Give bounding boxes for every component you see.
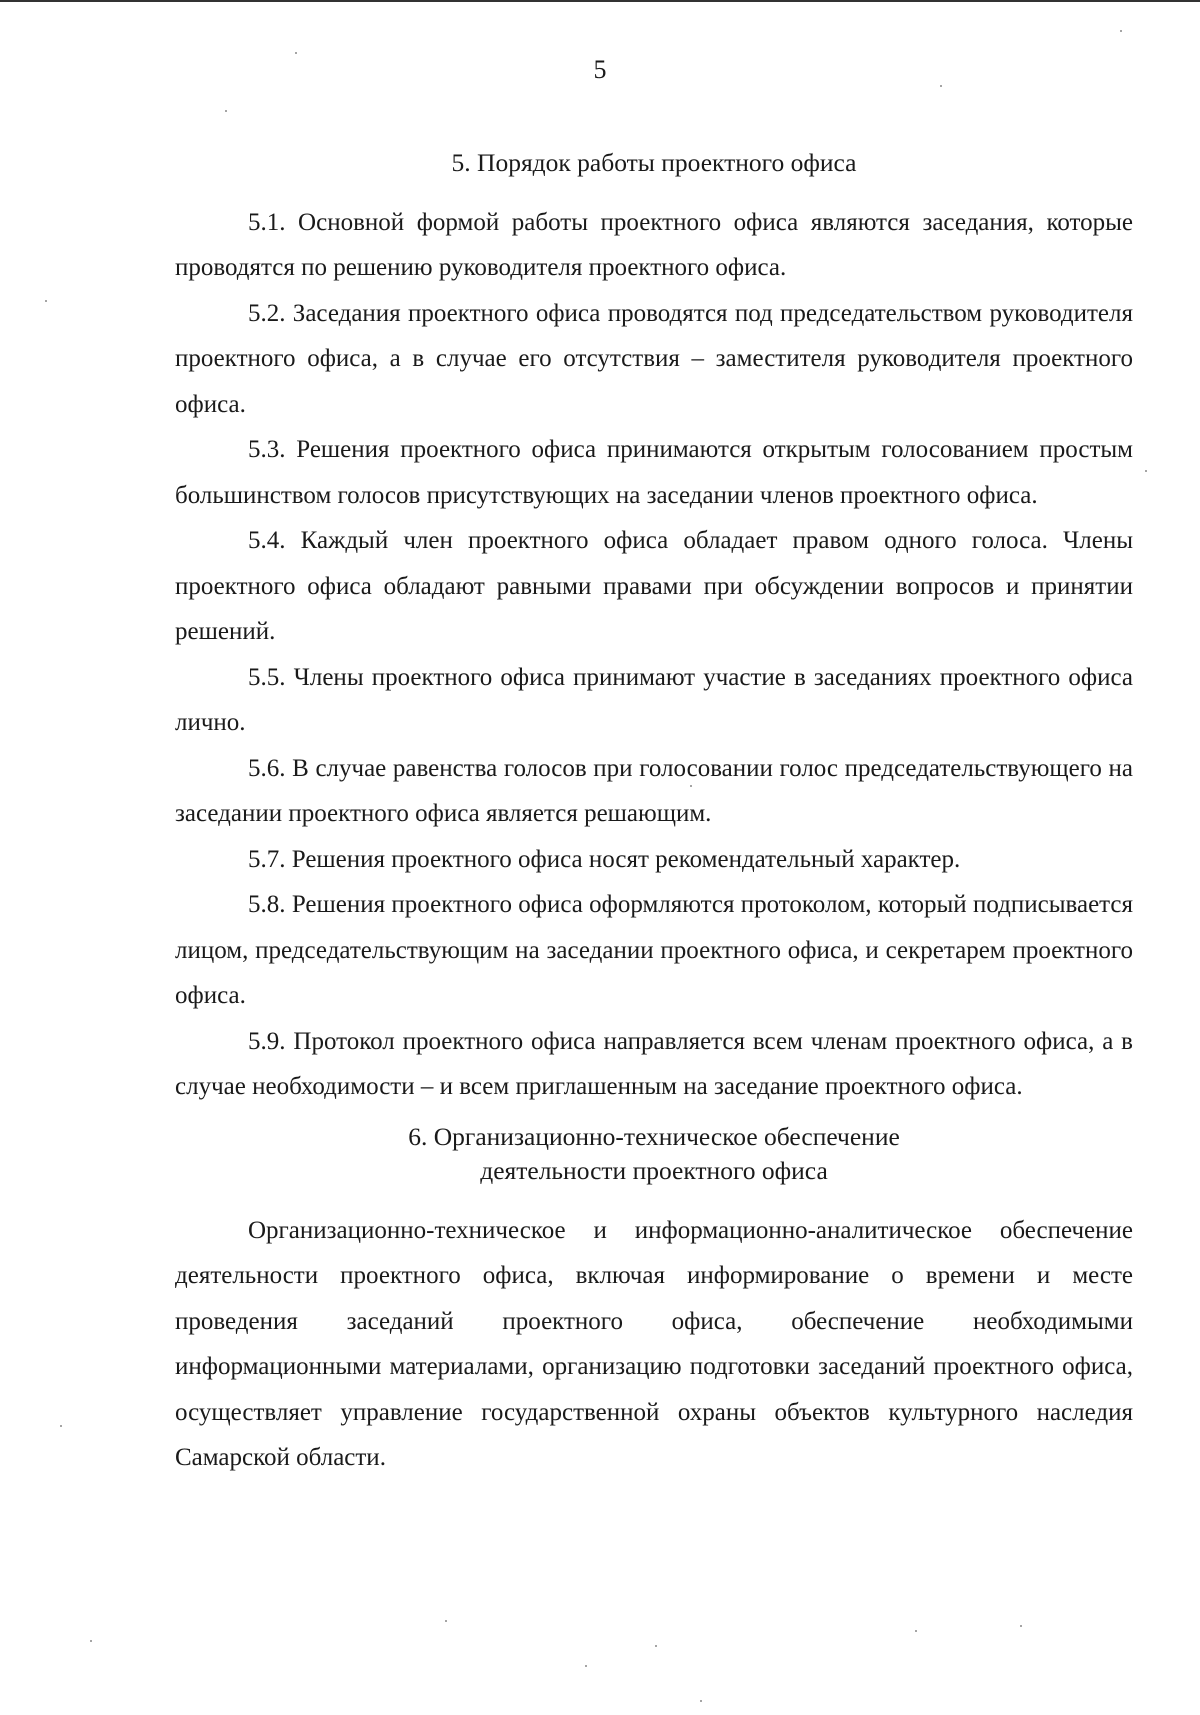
paragraph-5-7: 5.7. Решения проектного офиса носят рекомендательный характер. <box>248 845 961 873</box>
scan-speck <box>60 1425 62 1427</box>
paragraph-5-5: 5.5. Члены проектного офиса принимают участие в заседаниях проектного офиса лично. <box>175 663 1133 736</box>
scan-speck <box>225 110 227 112</box>
scan-speck <box>585 1665 587 1667</box>
scan-speck <box>1020 1625 1022 1627</box>
scan-speck <box>45 300 47 302</box>
page-number: 5 <box>593 55 607 84</box>
scan-speck <box>90 1640 92 1642</box>
scan-speck <box>655 1645 657 1647</box>
paragraph-5-8: 5.8. Решения проектного офиса оформляются протоколом, который подписывается лицом, председательствующим на заседании проектного офиса, и секретарем проектного офиса. <box>175 891 1133 1009</box>
scan-top-edge <box>0 0 1200 2</box>
paragraph-5-6: 5.6. В случае равенства голосов при голосовании голос председательствующего на заседании проектного офиса является решающим. <box>175 754 1133 827</box>
scan-speck <box>940 85 942 87</box>
paragraph-6: Организационно-техническое и информационно-аналитическое обеспечение деятельности проектного офиса, включая информирование о времени и месте проведения заседаний проектного офиса, обеспечение необходимыми информационными материалами, организацию подготовки заседаний проектного офиса, осуществляет управление государственной охраны объектов культурного наследия Самарской области. <box>175 1216 1133 1471</box>
section-6-title-line-1: 6. Организационно-техническое обеспечение <box>408 1121 900 1151</box>
section-5-title: 5. Порядок работы проектного офиса <box>451 148 857 177</box>
section-6-title-line-2: деятельности проектного офиса <box>480 1155 828 1185</box>
scan-speck <box>915 1630 917 1632</box>
section-6-title <box>175 1120 1133 1188</box>
scan-speck <box>1145 470 1147 472</box>
paragraph-5-9: 5.9. Протокол проектного офиса направляется всем членам проектного офиса, а в случае необходимости – и всем приглашенным на заседание проектного офиса. <box>175 1027 1133 1100</box>
paragraph-5-2: 5.2. Заседания проектного офиса проводятся под председательством руководителя проектного офиса, а в случае его отсутствия – заместителя руководителя проектного офиса. <box>175 299 1133 418</box>
scan-speck <box>295 52 297 54</box>
paragraph-5-1: 5.1. Основной формой работы проектного офиса являются заседания, которые проводятся по решению руководителя проектного офиса. <box>175 208 1133 281</box>
scan-speck <box>1120 30 1122 32</box>
scan-speck <box>700 1700 702 1702</box>
paragraph-5-4: 5.4. Каждый член проектного офиса обладает правом одного голоса. Члены проектного офиса обладают равными правами при обсуждении вопросов и принятии решений. <box>175 527 1133 645</box>
scan-speck <box>445 1620 447 1622</box>
scan-speck <box>690 785 692 787</box>
document-body <box>175 140 1133 1481</box>
paragraph-5-3: 5.3. Решения проектного офиса принимаются открытым голосованием простым большинством голосов присутствующих на заседании членов проектного офиса. <box>175 436 1133 509</box>
